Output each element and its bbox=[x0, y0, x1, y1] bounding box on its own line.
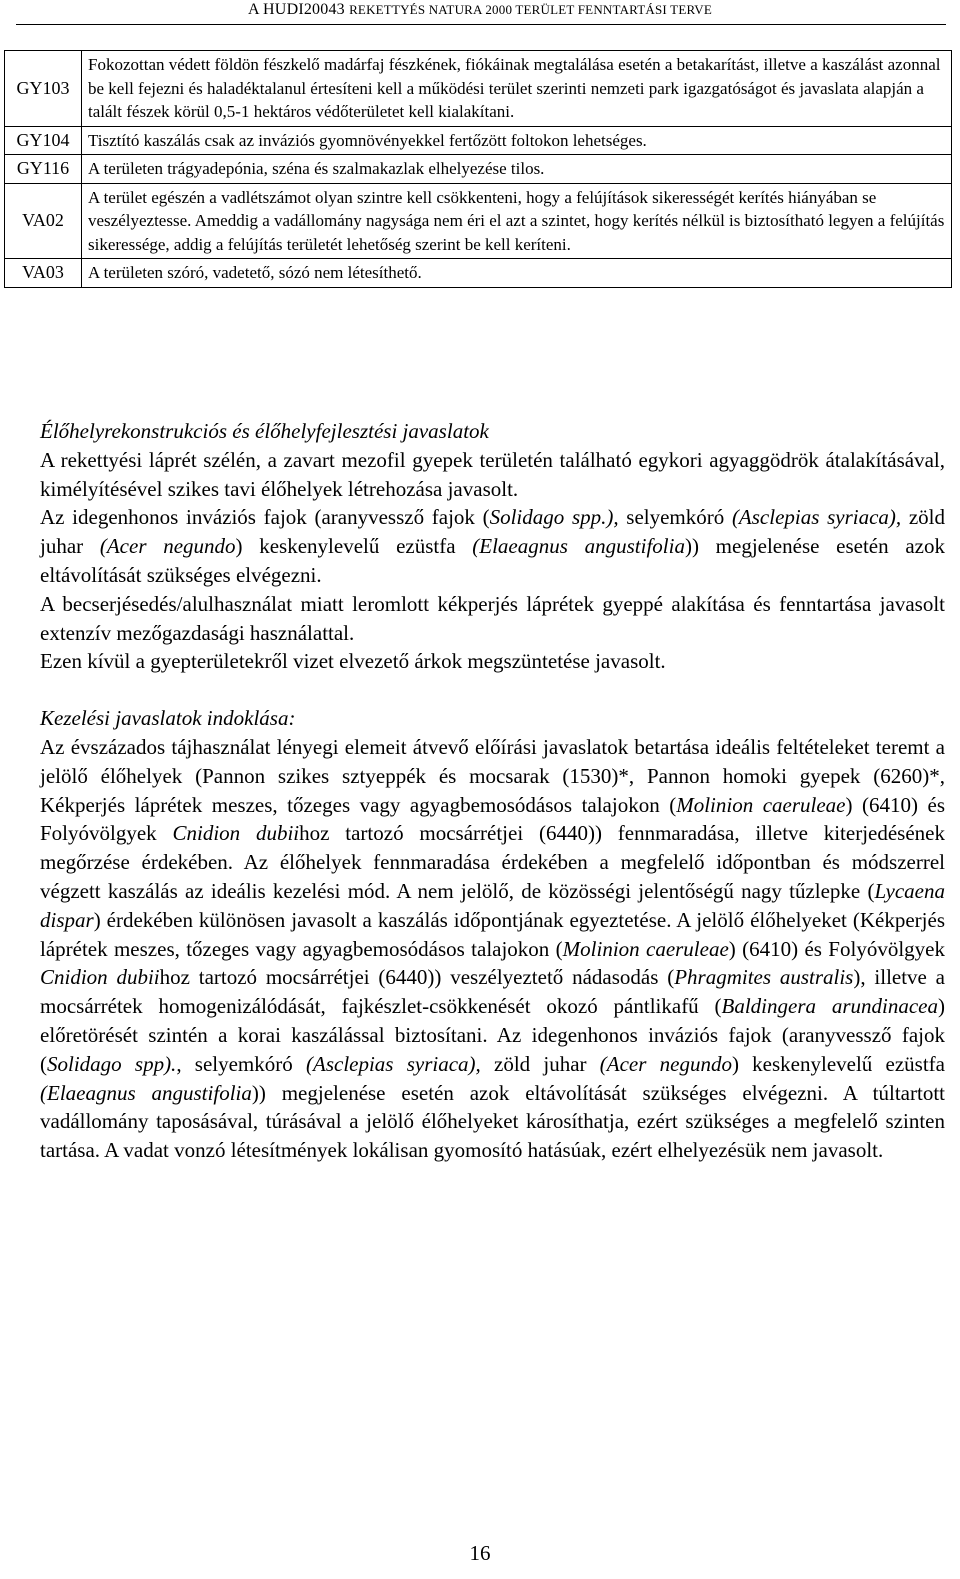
paragraph: A rekettyési láprét szélén, a zavart mezofil gyepek területén található egykori agyaggödrök átalakításával, kimélyítésével szikes tavi élőhelyek létrehozása javasolt. bbox=[40, 447, 945, 501]
paragraph: Ezen kívül a gyepterületekről vizet elvezető árkok megszüntetése javasolt. bbox=[40, 649, 666, 674]
table-row bbox=[5, 155, 952, 184]
rule-code: GY104 bbox=[5, 126, 82, 155]
rules-table bbox=[4, 50, 952, 288]
paragraph: Az évszázados tájhasználat lényegi elemeit átvevő előírási javaslatok betartása ideális feltételeket teremt a jelölő élőhelyek (Pannon szikes sztyeppék és mocsarak (1530)*, Pannon homoki gyepek (6260)*, Kékperjés láprétek meszes, tőzeges vagy agyagbemosódásos talajokon (Molinion caeruleae) (6410) és Folyóvölgyek Cnidion dubiihoz tartozó mocsárrétjei (6440)) fennmaradása, illetve kiterjedésének megőrzése érdekében. Az élőhelyek fennmaradása érdekében a megfelelő időpontban és módszerrel végzett kaszálás az ideális kezelési mód. A nem jelölő, de közösségi jelentőségű nagy tűzlepke (Lycaena dispar) érdekében különösen javasolt a kaszálás időpontjának egyeztetése. A jelölő élőhelyeket (Kékperjés láprétek meszes, tőzeges vagy agyagbemosódásos talajokon (Molinion caeruleae) (6410) és Folyóvölgyek Cnidion dubiihoz tartozó mocsárrétjei (6440)) veszélyeztető nádasodás (Phragmites australis), illetve a mocsárrétek homogenizálódását, fajkészlet-csökkenését okozó pántlikafű (Baldingera arundinacea) előretörését szintén a korai kaszálással biztosítani. Az idegenhonos inváziós fajok (aranyvessző fajok (Solidago spp)., selyemkóró (Asclepias syriaca), zöld juhar (Acer negundo) keskenylevelű ezüstfa (Elaeagnus angustifolia)) megjelenése esetén azok eltávolítását szükséges elvégezni. A túltartott vadállomány taposásával, túrásával a jelölő élőhelyeket károsíthatja, ezért szükséges a megfelelő szinten tartása. A vadat vonzó létesítmények lokálisan gyomosító hatásúak, ezért elhelyezésük nem javasolt. bbox=[40, 734, 945, 1163]
paragraph: A becserjésedés/alulhasználat miatt leromlott kékperjés láprétek gyeppé alakítása és fenntartása javasolt extenzív mezőgazdasági használattal. bbox=[40, 591, 945, 645]
table-row bbox=[5, 51, 952, 127]
rule-text: A területen szóró, vadetető, sózó nem létesíthető. bbox=[82, 259, 952, 288]
rule-text: A területen trágyadepónia, széna és szalmakazlak elhelyezése tilos. bbox=[82, 155, 952, 184]
rule-code: VA03 bbox=[5, 259, 82, 288]
header-doc-title: REKETTYÉS NATURA 2000 TERÜLET FENNTARTÁSI TERVE bbox=[349, 2, 713, 17]
header-doc-id: A HUDI20043 bbox=[247, 1, 350, 18]
page-number: 16 bbox=[469, 1541, 491, 1565]
rule-code: VA02 bbox=[5, 183, 82, 259]
header-rule bbox=[16, 24, 946, 25]
rule-text: Fokozottan védett földön fészkelő madárfaj fészkének, fiókáinak megtalálása esetén a betakarítást, illetve a kaszálást azonnal be kell fejezni és haladéktalanul értesíteni kell a működési terület szerinti nemzeti park igazgatóságot és javaslata alapján a talált fészek körül 0,5-1 hektáros védőterületet kell kialakítani. bbox=[82, 51, 952, 127]
rule-text: A terület egészén a vadlétszámot olyan szintre kell csökkenteni, hogy a felújítások sikerességét kerítés hiányában se veszélyeztesse. Ameddig a vadállomány nagysága nem éri el azt a szintet, hogy kerítés nélkül is biztosítható legyen a felújítás sikeressége, addig a felújítás területét lehetőség szerint be kell keríteni. bbox=[82, 183, 952, 259]
table-row bbox=[5, 183, 952, 259]
paragraph: Az idegenhonos inváziós fajok (aranyvessző fajok (Solidago spp.), selyemkóró (Asclepias syriaca), zöld juhar (Acer negundo) keskenylevelű ezüstfa (Elaeagnus angustifolia)) megjelenése esetén azok eltávolítását szükséges elvégezni. bbox=[40, 505, 945, 587]
rule-code: GY116 bbox=[5, 155, 82, 184]
rule-code: GY103 bbox=[5, 51, 82, 127]
section-title: Kezelési javaslatok indoklása: bbox=[40, 706, 296, 731]
rule-text: Tisztító kaszálás csak az inváziós gyomnövényekkel fertőzött foltokon lehetséges. bbox=[82, 126, 952, 155]
table-row bbox=[5, 259, 952, 288]
table-row bbox=[5, 126, 952, 155]
running-header bbox=[0, 1, 960, 19]
habitat-development-section bbox=[40, 417, 945, 1165]
section-title: Élőhelyrekonstrukciós és élőhelyfejlesztési javaslatok bbox=[40, 419, 489, 443]
